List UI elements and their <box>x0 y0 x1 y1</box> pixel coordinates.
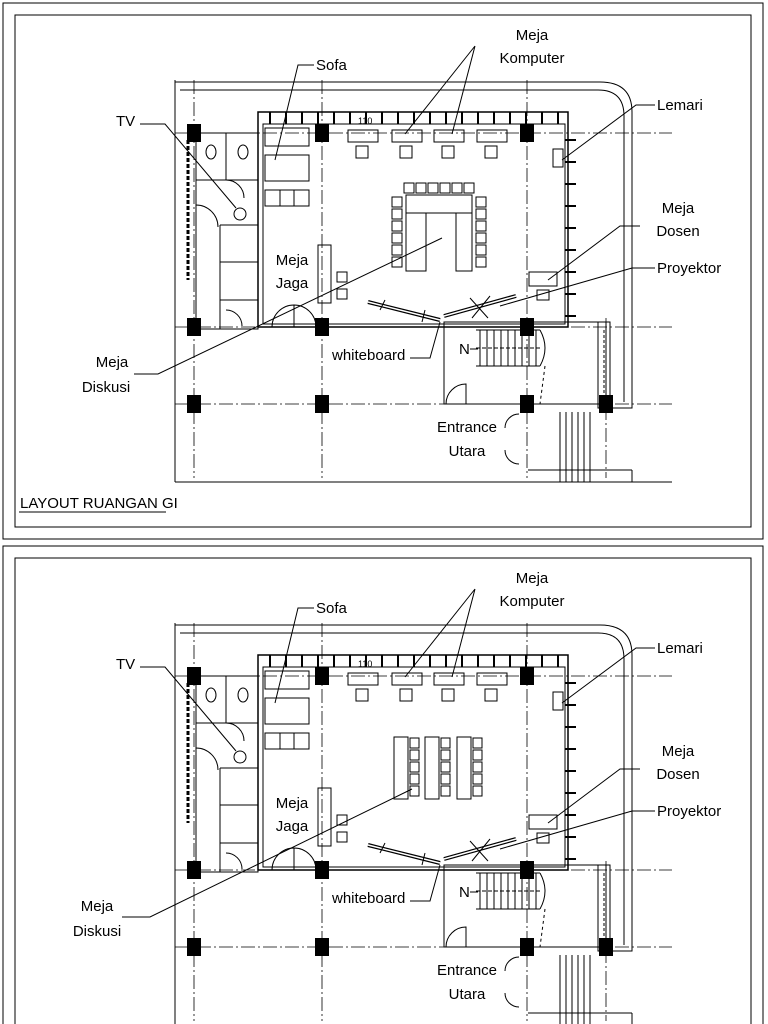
discussion-tables <box>394 737 482 799</box>
column-block <box>315 861 329 879</box>
room-outer-wall <box>258 112 568 327</box>
column-block <box>315 938 329 956</box>
projector-screen-inner <box>444 839 516 859</box>
lemari-cabinet <box>553 149 563 167</box>
label-meja-dosen-line2: Dosen <box>656 766 700 783</box>
discussion-chair <box>392 197 402 207</box>
column-block <box>520 124 534 142</box>
sofa-seat <box>265 733 309 749</box>
discussion-chair <box>473 738 482 748</box>
discussion-chair <box>428 183 438 193</box>
label-sofa: Sofa <box>316 600 347 617</box>
column-block <box>187 318 201 336</box>
entrance-door-swing <box>505 414 519 464</box>
label-lemari: Lemari <box>657 97 703 114</box>
discussion-chair <box>476 197 486 207</box>
toilet-bowl <box>206 145 216 159</box>
plan-title: LAYOUT RUANGAN GI <box>20 495 178 512</box>
sofa-group <box>265 671 309 749</box>
computer-desk <box>348 673 378 685</box>
label-whiteboard: whiteboard <box>332 890 406 907</box>
discussion-table-row <box>394 737 408 799</box>
computer-chair <box>485 689 497 701</box>
discussion-table-right <box>456 213 472 271</box>
leader-lemari <box>562 648 655 703</box>
discussion-chair <box>392 257 402 267</box>
label-meja-komputer-line2: Komputer <box>499 50 565 67</box>
sofa-seat <box>265 128 309 146</box>
discussion-table-top <box>406 195 472 213</box>
lobby-door-swing <box>446 927 466 947</box>
door-swing <box>226 853 242 869</box>
discussion-chair <box>404 183 414 193</box>
discussion-chair <box>476 245 486 255</box>
north-label: N <box>459 341 470 358</box>
discussion-chair <box>416 183 426 193</box>
discussion-chair <box>410 774 419 784</box>
sink-basin <box>234 751 246 763</box>
discussion-chair <box>410 738 419 748</box>
label-whiteboard: whiteboard <box>332 347 406 364</box>
column-block <box>315 395 329 413</box>
drawing-frame <box>15 558 751 1024</box>
north-label: N <box>459 884 470 901</box>
discussion-chair <box>392 221 402 231</box>
column-block <box>187 124 201 142</box>
discussion-chair <box>441 738 450 748</box>
sink-basin <box>234 208 246 220</box>
label-meja-diskusi-line1: Meja <box>80 898 114 915</box>
label-lemari: Lemari <box>657 640 703 657</box>
discussion-table-row <box>457 737 471 799</box>
walls <box>175 80 672 482</box>
label-meja-jaga-line2: Jaga <box>275 818 309 835</box>
stair-guide <box>540 366 545 404</box>
column-block <box>315 318 329 336</box>
discussion-chair <box>476 209 486 219</box>
discussion-table-row <box>425 737 439 799</box>
discussion-table-left <box>406 213 426 271</box>
label-meja-komputer-line1: Meja <box>515 27 549 44</box>
discussion-chair <box>410 762 419 772</box>
label-proyektor: Proyektor <box>657 260 722 277</box>
whiteboard-board-inner <box>368 302 440 320</box>
lemari-cabinet <box>553 692 563 710</box>
column-block <box>315 124 329 142</box>
computer-chair <box>400 146 412 158</box>
room-inner-wall <box>263 124 565 324</box>
leader-lemari <box>562 105 655 160</box>
sofa-seat <box>265 190 309 206</box>
discussion-chair <box>473 762 482 772</box>
label-meja-diskusi-line1: Meja <box>95 354 129 371</box>
discussion-chair <box>473 750 482 760</box>
stair-guide <box>540 909 545 947</box>
lecturer-desk-table <box>529 272 557 286</box>
door-swing <box>196 205 218 227</box>
sofa-table <box>265 155 309 181</box>
discussion-chair <box>410 750 419 760</box>
label-sofa: Sofa <box>316 57 347 74</box>
computer-desk <box>477 130 507 142</box>
toilet-bowl <box>206 688 216 702</box>
whiteboard-group <box>368 839 516 865</box>
discussion-chair <box>476 221 486 231</box>
computer-desk <box>434 673 464 685</box>
column-block <box>187 938 201 956</box>
discussion-chair <box>440 183 450 193</box>
column-block <box>187 667 201 685</box>
label-meja-jaga-line1: Meja <box>275 252 309 269</box>
column-block <box>520 667 534 685</box>
discussion-chair <box>410 786 419 796</box>
grid-axes <box>175 623 672 1021</box>
plan-panel-top <box>3 3 763 539</box>
toilet-area <box>188 676 258 872</box>
label-meja-dosen-line1: Meja <box>661 200 695 217</box>
dimension-text: 110 <box>358 659 373 669</box>
computer-chair <box>442 689 454 701</box>
computer-chair <box>356 146 368 158</box>
computer-chair <box>485 146 497 158</box>
toilet-bowl <box>238 145 248 159</box>
computer-desk <box>348 130 378 142</box>
column-block <box>315 667 329 685</box>
label-meja-jaga-line1: Meja <box>275 795 309 812</box>
computer-desks <box>348 659 507 701</box>
grid-axes <box>175 80 672 478</box>
whiteboard-group <box>368 296 516 322</box>
label-meja-diskusi-line2: Diskusi <box>81 379 131 396</box>
label-meja-jaga-line2: Jaga <box>275 275 309 292</box>
computer-desk <box>434 130 464 142</box>
label-entrance-line2: Utara <box>448 986 486 1003</box>
stair-landing <box>540 330 545 366</box>
computer-desks <box>348 116 507 158</box>
discussion-chair <box>392 209 402 219</box>
discussion-chair <box>476 233 486 243</box>
discussion-tables <box>392 183 486 271</box>
label-proyektor: Proyektor <box>657 803 722 820</box>
guard-chair <box>337 272 347 282</box>
computer-chair <box>356 689 368 701</box>
label-entrance-line1: Entrance <box>436 962 498 979</box>
discussion-chair <box>441 774 450 784</box>
entrance-door-swing <box>505 957 519 1007</box>
toilet-bowl <box>238 688 248 702</box>
label-meja-dosen-line1: Meja <box>661 743 695 760</box>
room-inner-wall <box>263 667 565 867</box>
leader-meja-dosen <box>548 226 640 280</box>
door-swing <box>226 180 244 198</box>
columns <box>187 667 613 956</box>
label-tv: TV <box>116 656 136 673</box>
plan-panel-bottom <box>3 546 763 1024</box>
guard-chair <box>337 289 347 299</box>
sheet-frame <box>3 3 763 539</box>
stair-landing <box>540 873 545 909</box>
guard-chair <box>337 832 347 842</box>
discussion-chair <box>452 183 462 193</box>
door-swing <box>226 723 244 741</box>
computer-chair <box>442 146 454 158</box>
lobby-door-swing <box>446 384 466 404</box>
leader-meja-dosen <box>548 769 640 823</box>
discussion-chair <box>441 786 450 796</box>
label-tv: TV <box>116 113 136 130</box>
column-block <box>187 861 201 879</box>
door-swing <box>196 748 218 770</box>
label-meja-dosen-line2: Dosen <box>656 223 700 240</box>
discussion-chair <box>392 233 402 243</box>
columns <box>187 124 613 413</box>
label-entrance-line1: Entrance <box>436 419 498 436</box>
discussion-chair <box>392 245 402 255</box>
computer-desk <box>477 673 507 685</box>
whiteboard-board-inner <box>368 845 440 863</box>
label-meja-diskusi-line2: Diskusi <box>72 923 122 940</box>
computer-chair <box>400 689 412 701</box>
discussion-chair <box>473 774 482 784</box>
label-meja-komputer-line1: Meja <box>515 570 549 587</box>
toilet-area <box>188 133 258 329</box>
discussion-chair <box>473 786 482 796</box>
discussion-chair <box>441 762 450 772</box>
lecturer-desk-table <box>529 815 557 829</box>
label-meja-komputer-line2: Komputer <box>499 593 565 610</box>
discussion-chair <box>464 183 474 193</box>
door-swing <box>226 310 242 326</box>
drawing-frame <box>15 15 751 527</box>
sheet-frame <box>3 546 763 1024</box>
dimension-text: 110 <box>358 116 373 126</box>
projector-screen-inner <box>444 296 516 316</box>
discussion-chair <box>476 257 486 267</box>
guard-desk-table <box>318 788 331 846</box>
sofa-table <box>265 698 309 724</box>
sofa-seat <box>265 671 309 689</box>
column-block <box>187 395 201 413</box>
sofa-group <box>265 128 309 206</box>
label-entrance-line2: Utara <box>448 443 486 460</box>
discussion-chair <box>441 750 450 760</box>
walls <box>175 623 672 1024</box>
